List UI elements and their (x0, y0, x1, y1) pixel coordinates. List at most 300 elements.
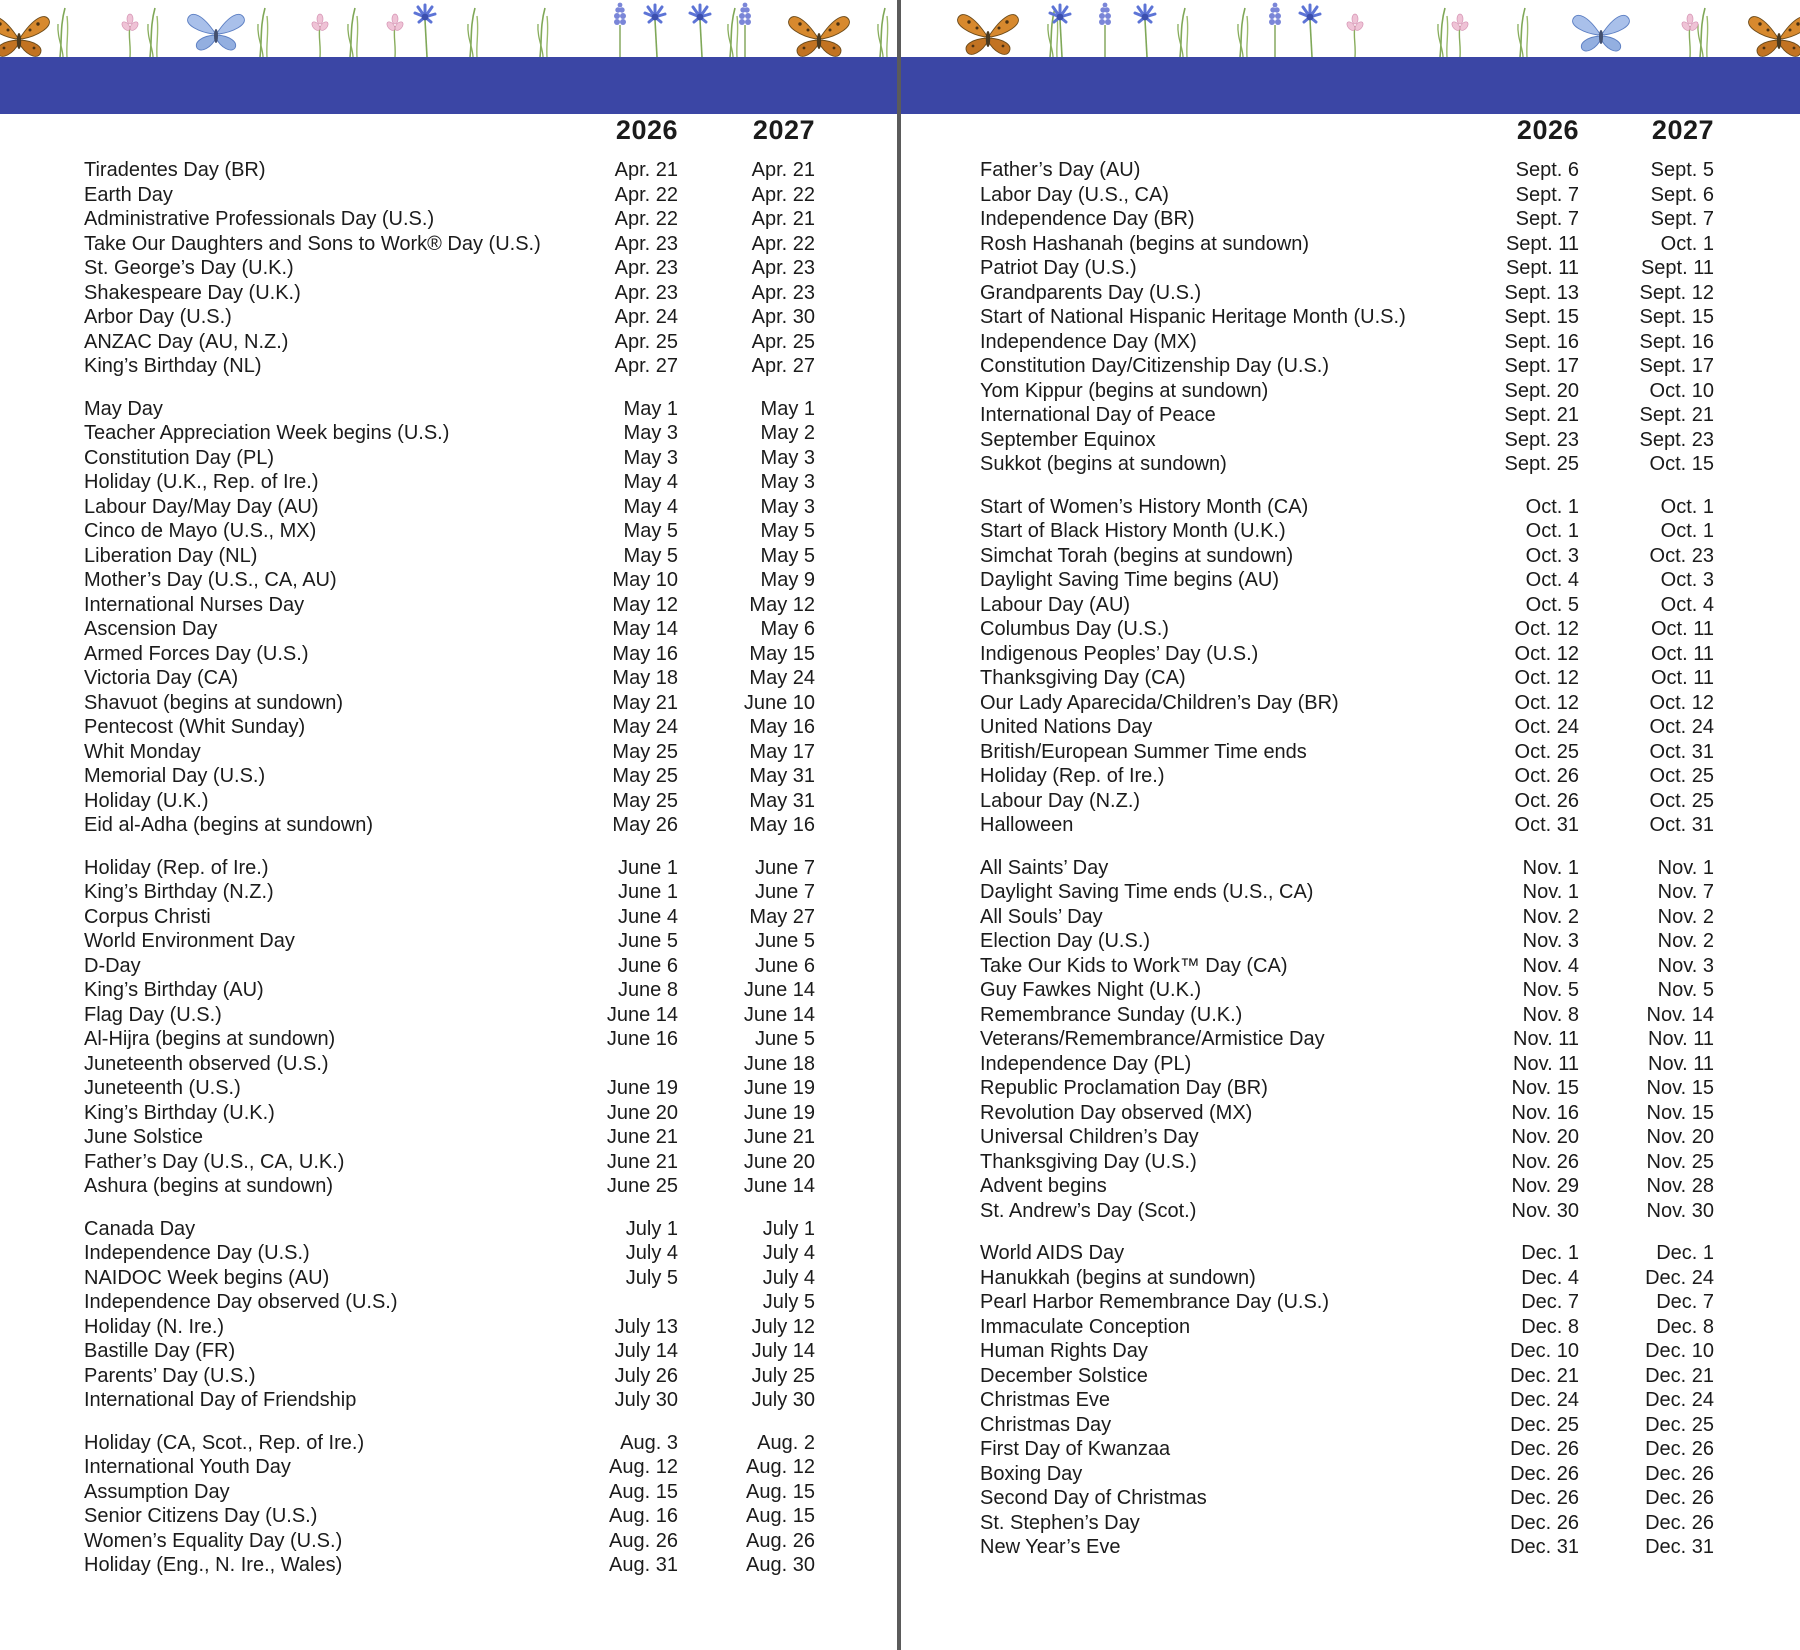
date-2027: July 12 (751, 1315, 815, 1338)
holiday-row (84, 617, 815, 642)
holiday-name: Corpus Christi (84, 905, 211, 928)
holiday-name: Holiday (N. Ire.) (84, 1315, 225, 1338)
date-2027: June 14 (743, 979, 815, 1001)
date-2027: Nov. 11 (1648, 1028, 1714, 1050)
holiday-name: Holiday (U.K.) (84, 789, 209, 812)
holiday-name: Daylight Saving Time begins (AU) (980, 569, 1280, 591)
date-2027: July 5 (762, 1291, 815, 1313)
holiday-row (980, 495, 1714, 520)
date-2027: Sept. 15 (1639, 306, 1714, 328)
date-2026: Sept. 7 (1515, 208, 1579, 230)
holiday-row (84, 740, 815, 765)
holiday-name: Senior Citizens Day (U.S.) (84, 1505, 318, 1527)
date-2027: Oct. 1 (1660, 495, 1714, 518)
holiday-name: International Youth Day (84, 1456, 291, 1478)
holiday-name: Independence Day observed (U.S.) (84, 1291, 398, 1313)
date-2027: May 3 (760, 446, 815, 469)
date-2026: July 4 (625, 1242, 678, 1264)
date-2027: Sept. 23 (1639, 428, 1714, 451)
date-2026: Sept. 11 (1505, 257, 1579, 279)
year-header-2027: 2027 (1651, 115, 1714, 145)
holiday-name: Our Lady Aparecida/Children’s Day (BR) (980, 691, 1339, 714)
date-2027: Apr. 21 (751, 208, 815, 230)
holiday-row (980, 330, 1714, 355)
holiday-row (84, 421, 815, 446)
holiday-row (980, 642, 1714, 667)
holiday-name: Victoria Day (CA) (84, 667, 239, 689)
date-2027: Nov. 7 (1657, 881, 1714, 903)
holiday-row (84, 905, 815, 930)
date-2026: June 20 (606, 1101, 678, 1124)
date-2027: Dec. 26 (1645, 1462, 1714, 1485)
date-2027: June 10 (743, 691, 815, 714)
holiday-name: Constitution Day (PL) (84, 446, 275, 469)
date-2027: Sept. 7 (1650, 208, 1714, 230)
holiday-row (980, 666, 1714, 691)
date-2026: Nov. 29 (1511, 1175, 1579, 1197)
date-2026: Nov. 20 (1511, 1126, 1579, 1148)
year-header-spacer (84, 115, 578, 145)
holiday-name: Labour Day (N.Z.) (980, 789, 1141, 812)
date-2026: July 13 (614, 1315, 678, 1338)
holiday-name: Start of Women’s History Month (CA) (980, 495, 1309, 518)
holiday-name: Grandparents Day (U.S.) (980, 281, 1202, 304)
date-2026: Oct. 12 (1514, 642, 1579, 665)
holiday-name: St. Andrew’s Day (Scot.) (980, 1199, 1197, 1222)
date-2026: Aug. 3 (620, 1431, 678, 1454)
date-2026: Sept. 25 (1504, 453, 1579, 475)
date-2027: Apr. 30 (751, 306, 815, 328)
date-2027: Apr. 27 (751, 355, 815, 377)
holiday-name: Juneteenth observed (U.S.) (84, 1052, 329, 1075)
date-2026: Nov. 11 (1513, 1052, 1579, 1075)
date-2027: Nov. 2 (1657, 930, 1714, 952)
holiday-name: Arbor Day (U.S.) (84, 306, 232, 328)
date-2026: May 12 (612, 593, 678, 616)
holiday-name: Assumption Day (84, 1480, 230, 1503)
date-2027: June 6 (754, 954, 815, 977)
date-2027: Apr. 25 (751, 330, 815, 353)
holiday-row (84, 495, 815, 520)
holiday-name: All Souls’ Day (980, 905, 1103, 928)
date-2027: May 27 (749, 905, 815, 928)
date-2027: Nov. 25 (1646, 1150, 1714, 1173)
date-2027: May 16 (749, 814, 815, 836)
holiday-name: Indigenous Peoples’ Day (U.S.) (980, 642, 1259, 665)
page-left (84, 115, 815, 1596)
holiday-name: Constitution Day/Citizenship Day (U.S.) (980, 355, 1330, 377)
date-2026 (578, 1290, 678, 1315)
date-2026: Oct. 5 (1525, 593, 1579, 616)
month-section (84, 856, 815, 1199)
holiday-row (980, 1052, 1714, 1077)
year-header-row (84, 115, 815, 145)
date-2027: Sept. 21 (1639, 404, 1714, 426)
holiday-name: Juneteenth (U.S.) (84, 1077, 241, 1099)
holiday-row (84, 880, 815, 905)
date-2026: Nov. 2 (1522, 905, 1579, 928)
date-2027: Dec. 24 (1645, 1389, 1714, 1411)
date-2027: Dec. 26 (1645, 1511, 1714, 1534)
date-2026: June 8 (617, 979, 678, 1001)
date-2026: May 24 (612, 716, 678, 738)
date-2027: Oct. 10 (1649, 379, 1714, 402)
date-2027: May 9 (760, 569, 815, 591)
holiday-name: Independence Day (U.S.) (84, 1242, 310, 1264)
holiday-name: Holiday (Eng., N. Ire., Wales) (84, 1554, 343, 1576)
holiday-row (980, 1241, 1714, 1266)
date-2026: May 4 (623, 495, 678, 518)
date-2027: Nov. 28 (1646, 1175, 1714, 1197)
holiday-name: International Day of Friendship (84, 1389, 357, 1411)
holiday-name: May Day (84, 397, 163, 420)
date-2026: Nov. 30 (1511, 1199, 1579, 1222)
date-2026: Apr. 27 (614, 355, 678, 377)
date-2027: Sept. 16 (1639, 330, 1714, 353)
holiday-row (84, 789, 815, 814)
holiday-row (980, 691, 1714, 716)
date-2027: Oct. 24 (1649, 716, 1714, 738)
holiday-row (84, 642, 815, 667)
year-header-2026: 2026 (615, 115, 678, 145)
month-section (980, 495, 1714, 838)
holiday-name: Father’s Day (AU) (980, 159, 1141, 181)
holiday-row (84, 330, 815, 355)
holiday-name: Mother’s Day (U.S., CA, AU) (84, 569, 337, 591)
date-2026: Oct. 1 (1525, 495, 1579, 518)
date-2026: Dec. 7 (1521, 1291, 1579, 1313)
date-2026: Nov. 1 (1522, 856, 1579, 879)
holiday-name: Holiday (Rep. of Ire.) (84, 856, 269, 879)
date-2026: May 14 (612, 618, 678, 640)
date-2026: Dec. 1 (1521, 1242, 1579, 1264)
holiday-row (84, 397, 815, 422)
date-2026: May 5 (623, 520, 678, 542)
date-2027: June 21 (743, 1126, 815, 1148)
holiday-row (84, 568, 815, 593)
date-2027: May 12 (749, 593, 815, 616)
date-2026: May 4 (623, 471, 678, 493)
date-2027: May 3 (760, 471, 815, 493)
date-2026: Sept. 7 (1515, 183, 1579, 206)
date-2027: Aug. 15 (746, 1480, 815, 1503)
date-2026: Oct. 12 (1514, 691, 1579, 714)
holiday-name: Whit Monday (84, 740, 201, 763)
holiday-name: International Nurses Day (84, 593, 305, 616)
date-2026: June 21 (606, 1126, 678, 1148)
holiday-row (84, 232, 815, 257)
holiday-row (980, 789, 1714, 814)
date-2027: Apr. 22 (751, 232, 815, 255)
holiday-row (84, 544, 815, 569)
holiday-row (980, 1339, 1714, 1364)
holiday-row (980, 1486, 1714, 1511)
date-2027: June 14 (743, 1175, 815, 1197)
date-2027: July 25 (751, 1364, 815, 1387)
holiday-row (84, 1290, 815, 1315)
date-2026: May 26 (612, 814, 678, 836)
date-2026: July 1 (625, 1217, 678, 1240)
holiday-row (980, 1150, 1714, 1175)
date-2026: May 1 (623, 397, 678, 420)
date-2027: Aug. 2 (757, 1431, 815, 1454)
holiday-row (980, 740, 1714, 765)
holiday-name: World AIDS Day (980, 1242, 1125, 1264)
holiday-name: St. George’s Day (U.K.) (84, 257, 294, 279)
holiday-row (980, 379, 1714, 404)
date-2026: Oct. 3 (1525, 544, 1579, 567)
date-2026: Nov. 3 (1522, 930, 1579, 952)
holiday-name: Women’s Equality Day (U.S.) (84, 1529, 343, 1552)
date-2027: Dec. 7 (1656, 1291, 1714, 1313)
holiday-row (980, 593, 1714, 618)
holiday-name: St. Stephen’s Day (980, 1511, 1140, 1534)
date-2026: June 19 (606, 1077, 678, 1099)
date-2026: Sept. 21 (1504, 404, 1579, 426)
holiday-row (980, 1290, 1714, 1315)
holiday-name: Teacher Appreciation Week begins (U.S.) (84, 422, 450, 444)
holiday-row (84, 666, 815, 691)
date-2027: June 19 (743, 1101, 815, 1124)
date-2027: Nov. 14 (1646, 1003, 1714, 1026)
holiday-row (980, 568, 1714, 593)
date-2026: June 25 (606, 1175, 678, 1197)
date-2026: Apr. 23 (614, 232, 678, 255)
holiday-name: Take Our Daughters and Sons to Work® Day (U.S.) (84, 232, 541, 255)
holiday-name: Liberation Day (NL) (84, 544, 258, 567)
holiday-name: D-Day (84, 954, 141, 977)
date-2026: May 25 (612, 789, 678, 812)
date-2027: Sept. 17 (1639, 355, 1714, 377)
date-2027: Dec. 10 (1645, 1340, 1714, 1362)
date-2027: Apr. 23 (751, 281, 815, 304)
holiday-row (84, 1553, 815, 1578)
date-2026: Dec. 31 (1510, 1536, 1579, 1558)
date-2027: Oct. 25 (1649, 789, 1714, 812)
holiday-row (980, 158, 1714, 183)
holiday-row (980, 929, 1714, 954)
date-2026: Oct. 12 (1514, 667, 1579, 689)
holiday-row (980, 1535, 1714, 1560)
holiday-row (980, 544, 1714, 569)
date-2026: Sept. 11 (1505, 232, 1579, 255)
date-2026: June 21 (606, 1150, 678, 1173)
date-2027: May 24 (749, 667, 815, 689)
holiday-name: King’s Birthday (N.Z.) (84, 881, 274, 903)
date-2026: May 5 (623, 544, 678, 567)
holiday-name: Patriot Day (U.S.) (980, 257, 1137, 279)
date-2027: June 18 (743, 1052, 815, 1075)
holiday-row (84, 691, 815, 716)
date-2026: Sept. 16 (1504, 330, 1579, 353)
holiday-name: Pentecost (Whit Sunday) (84, 716, 306, 738)
holiday-name: Simchat Torah (begins at sundown) (980, 544, 1294, 567)
holiday-name: Christmas Eve (980, 1389, 1111, 1411)
holiday-name: Ascension Day (84, 618, 218, 640)
date-2026: Dec. 21 (1510, 1364, 1579, 1387)
year-header-2026: 2026 (1516, 115, 1579, 145)
holiday-name: Immaculate Conception (980, 1315, 1191, 1338)
date-2026: Apr. 23 (614, 281, 678, 304)
holiday-list-left (84, 158, 815, 1578)
date-2026: Dec. 24 (1510, 1389, 1579, 1411)
date-2026: Nov. 26 (1511, 1150, 1579, 1173)
date-2027: May 17 (749, 740, 815, 763)
holiday-row (84, 305, 815, 330)
holiday-row (980, 1315, 1714, 1340)
date-2026: June 16 (606, 1028, 678, 1050)
holiday-row (84, 1125, 815, 1150)
month-section (980, 158, 1714, 477)
holiday-row (980, 183, 1714, 208)
date-2027: May 5 (760, 520, 815, 542)
holiday-name: Human Rights Day (980, 1340, 1148, 1362)
holiday-name: Columbus Day (U.S.) (980, 618, 1169, 640)
holiday-name: Halloween (980, 814, 1074, 836)
holiday-row (980, 1413, 1714, 1438)
month-section (84, 1431, 815, 1578)
date-2027: Oct. 12 (1649, 691, 1714, 714)
holiday-row (84, 1101, 815, 1126)
holiday-row (84, 183, 815, 208)
month-section (84, 397, 815, 838)
page-right (980, 115, 1714, 1578)
year-header-row (980, 115, 1714, 145)
date-2027: July 14 (751, 1340, 815, 1362)
month-section (84, 1217, 815, 1413)
holiday-row (980, 764, 1714, 789)
holiday-row (980, 1364, 1714, 1389)
date-2027: Nov. 20 (1646, 1126, 1714, 1148)
date-2026 (578, 1052, 678, 1077)
date-2026: May 16 (612, 642, 678, 665)
date-2027: Oct. 23 (1649, 544, 1714, 567)
holiday-row (84, 1388, 815, 1413)
date-2027: Oct. 4 (1660, 593, 1714, 616)
date-2027: Dec. 8 (1656, 1315, 1714, 1338)
date-2027: Nov. 15 (1646, 1077, 1714, 1099)
holiday-row (980, 1101, 1714, 1126)
date-2027: July 4 (762, 1266, 815, 1289)
holiday-name: Veterans/Remembrance/Armistice Day (980, 1028, 1325, 1050)
holiday-row (84, 256, 815, 281)
holiday-name: Memorial Day (U.S.) (84, 765, 266, 787)
holiday-name: King’s Birthday (NL) (84, 355, 262, 377)
date-2026: June 14 (606, 1003, 678, 1026)
date-2026: Oct. 1 (1525, 520, 1579, 542)
holiday-name: Bastille Day (FR) (84, 1340, 236, 1362)
holiday-name: Republic Proclamation Day (BR) (980, 1077, 1268, 1099)
date-2026: Nov. 16 (1511, 1101, 1579, 1124)
holiday-name: Armed Forces Day (U.S.) (84, 642, 309, 665)
holiday-row (980, 856, 1714, 881)
holiday-row (84, 856, 815, 881)
date-2027: Nov. 5 (1657, 979, 1714, 1001)
holiday-row (980, 305, 1714, 330)
holiday-name: Labor Day (U.S., CA) (980, 183, 1169, 206)
holiday-name: Revolution Day observed (MX) (980, 1101, 1253, 1124)
year-header-2027: 2027 (752, 115, 815, 145)
date-2026: June 6 (617, 954, 678, 977)
date-2027: Sept. 5 (1650, 159, 1714, 181)
date-2027: July 30 (751, 1389, 815, 1411)
holiday-name: King’s Birthday (AU) (84, 979, 264, 1001)
holiday-row (980, 452, 1714, 477)
holiday-name: Father’s Day (U.S., CA, U.K.) (84, 1150, 345, 1173)
month-section (980, 856, 1714, 1224)
date-2027: Oct. 11 (1651, 618, 1714, 640)
holiday-name: Independence Day (BR) (980, 208, 1195, 230)
date-2026: June 1 (617, 856, 678, 879)
holiday-name: ANZAC Day (AU, N.Z.) (84, 330, 289, 353)
holiday-row (84, 1431, 815, 1456)
holiday-name: Pearl Harbor Remembrance Day (U.S.) (980, 1291, 1329, 1313)
date-2027: Aug. 12 (746, 1456, 815, 1478)
date-2026: Nov. 4 (1522, 954, 1579, 977)
holiday-row (980, 428, 1714, 453)
date-2027: June 14 (743, 1003, 815, 1026)
holiday-list-right (980, 158, 1714, 1560)
date-2027: Oct. 31 (1649, 814, 1714, 836)
holiday-name: Advent begins (980, 1175, 1107, 1197)
date-2027: Apr. 23 (751, 257, 815, 279)
date-2026: Dec. 10 (1510, 1340, 1579, 1362)
date-2026: Nov. 8 (1522, 1003, 1579, 1026)
holiday-row (980, 1266, 1714, 1291)
date-2027: Aug. 30 (746, 1554, 815, 1576)
holiday-row (84, 519, 815, 544)
holiday-row (84, 1003, 815, 1028)
date-2026: Aug. 15 (609, 1480, 678, 1503)
date-2027: Oct. 15 (1649, 453, 1714, 475)
date-2026: July 30 (614, 1389, 678, 1411)
date-2026: May 21 (612, 691, 678, 714)
holiday-row (980, 905, 1714, 930)
date-2026: Oct. 24 (1514, 716, 1579, 738)
date-2026: Sept. 13 (1504, 281, 1579, 304)
date-2026: Dec. 4 (1521, 1266, 1579, 1289)
holiday-name: NAIDOC Week begins (AU) (84, 1266, 330, 1289)
holiday-name: Second Day of Christmas (980, 1487, 1207, 1509)
holiday-row (84, 158, 815, 183)
holiday-name: Start of Black History Month (U.K.) (980, 520, 1286, 542)
date-2027: Nov. 3 (1657, 954, 1714, 977)
holiday-name: Independence Day (PL) (980, 1052, 1192, 1075)
date-2026: Sept. 17 (1504, 355, 1579, 377)
holiday-name: First Day of Kwanzaa (980, 1438, 1171, 1460)
holiday-name: Independence Day (MX) (980, 330, 1197, 353)
date-2026: June 4 (617, 905, 678, 928)
holiday-row (980, 617, 1714, 642)
holiday-row (84, 1150, 815, 1175)
date-2026: Aug. 12 (609, 1456, 678, 1478)
holiday-row (84, 929, 815, 954)
date-2026: July 26 (614, 1364, 678, 1387)
date-2027: Sept. 11 (1640, 257, 1714, 279)
holiday-name: Rosh Hashanah (begins at sundown) (980, 232, 1310, 255)
date-2027: May 2 (760, 422, 815, 444)
holiday-name: Holiday (CA, Scot., Rep. of Ire.) (84, 1431, 365, 1454)
holiday-row (84, 1217, 815, 1242)
year-header-spacer (980, 115, 1479, 145)
date-2027: Oct. 31 (1649, 740, 1714, 763)
holiday-row (980, 880, 1714, 905)
holiday-row (84, 1504, 815, 1529)
date-2027: May 6 (760, 618, 815, 640)
holiday-row (84, 1480, 815, 1505)
holiday-row (980, 1388, 1714, 1413)
date-2027: May 15 (749, 642, 815, 665)
